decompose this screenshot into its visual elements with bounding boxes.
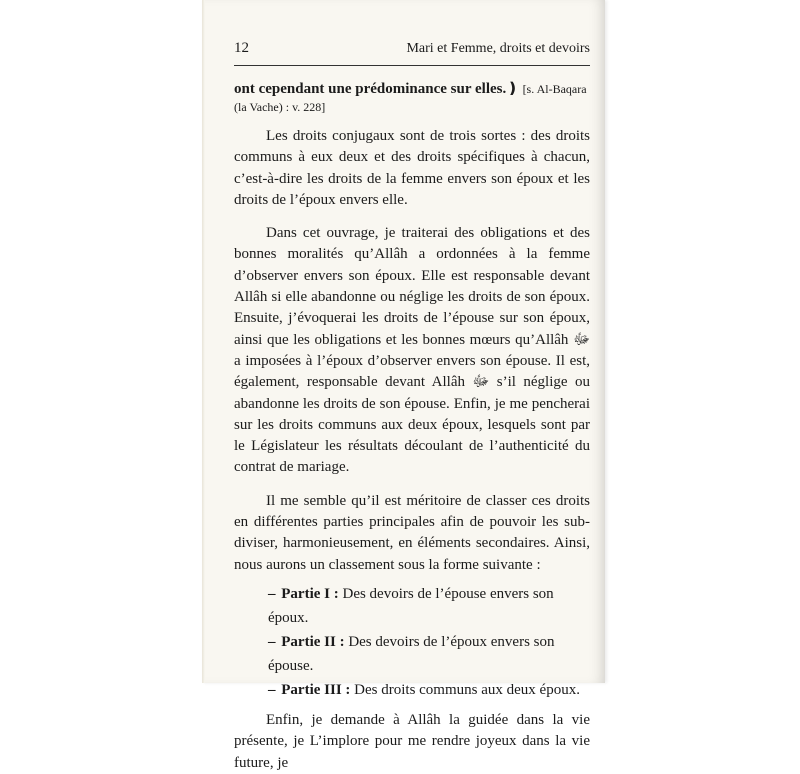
quote-closing-mark: ❫	[506, 81, 519, 97]
part-text: Des droits communs aux deux époux.	[354, 681, 580, 698]
list-dash: –	[268, 681, 276, 698]
paragraph-4: Enfin, je demande à Allâh la guidée dans la vie présente, je L’implore pour me rendre joyeux dans la vie future, je	[234, 711, 590, 771]
page-number: 12	[234, 40, 249, 56]
page-content	[234, 40, 590, 774]
list-item	[234, 678, 590, 702]
quran-quote	[234, 80, 590, 116]
paragraph-3: Il me semble qu’il est méritoire de classer ces droits en différentes parties principales afin de pouvoir les sub-diviser, harmonieusement, en éléments secondaires. Ainsi, nous aurons un classement sous la forme suivante :	[234, 492, 590, 573]
page-header	[234, 40, 590, 66]
paragraph-1: Les droits conjugaux sont de trois sortes : des droits communs à eux deux et des droits spécifiques à chacun, c’est-à-dire les droits de la femme envers son époux et les droits de l’époux envers elle.	[234, 128, 590, 208]
list-item	[234, 630, 590, 678]
part-label: Partie I :	[281, 585, 339, 602]
running-title: Mari et Femme, droits et devoirs	[406, 41, 590, 56]
book-page	[202, 0, 605, 771]
quote-text: ont cependant une prédominance sur elles.	[234, 81, 507, 97]
part-text: Des devoirs de l’époux envers son épouse.	[268, 633, 555, 674]
part-text: Des devoirs de l’épouse envers son époux.	[268, 585, 554, 626]
page-gutter-edge	[202, 0, 205, 683]
paragraph-2: Dans cet ouvrage, je traiterai des obligations et des bonnes moralités qu’Allâh a ordonnées à la femme d’observer envers son époux. Elle est responsable devant Allâh si elle abandonne ou néglige les droits de son époux. Ensuite, j’évoquerai les droits de l’épouse sur son époux, ainsi que les obligations et les bonnes mœurs qu’Allâh ﷻ a imposées à l’époux d’observer envers son épouse. Il est, également, responsable devant Allâh ﷻ s’il néglige ou abandonne les droits de son épouse. Enfin, je me pencherai sur les droits communs aux deux époux, lesquels sont par le Législateur les résultats découlant de l’authenticité du contrat de mariage.	[234, 225, 590, 476]
list-dash: –	[268, 585, 276, 602]
list-dash: –	[268, 633, 276, 650]
quote-reference: [s. Al-Baqara (la Vache) : v. 228]	[234, 82, 587, 114]
part-label: Partie III :	[281, 681, 351, 698]
list-item	[234, 582, 590, 630]
part-label: Partie II :	[281, 633, 345, 650]
parts-list	[234, 582, 590, 702]
